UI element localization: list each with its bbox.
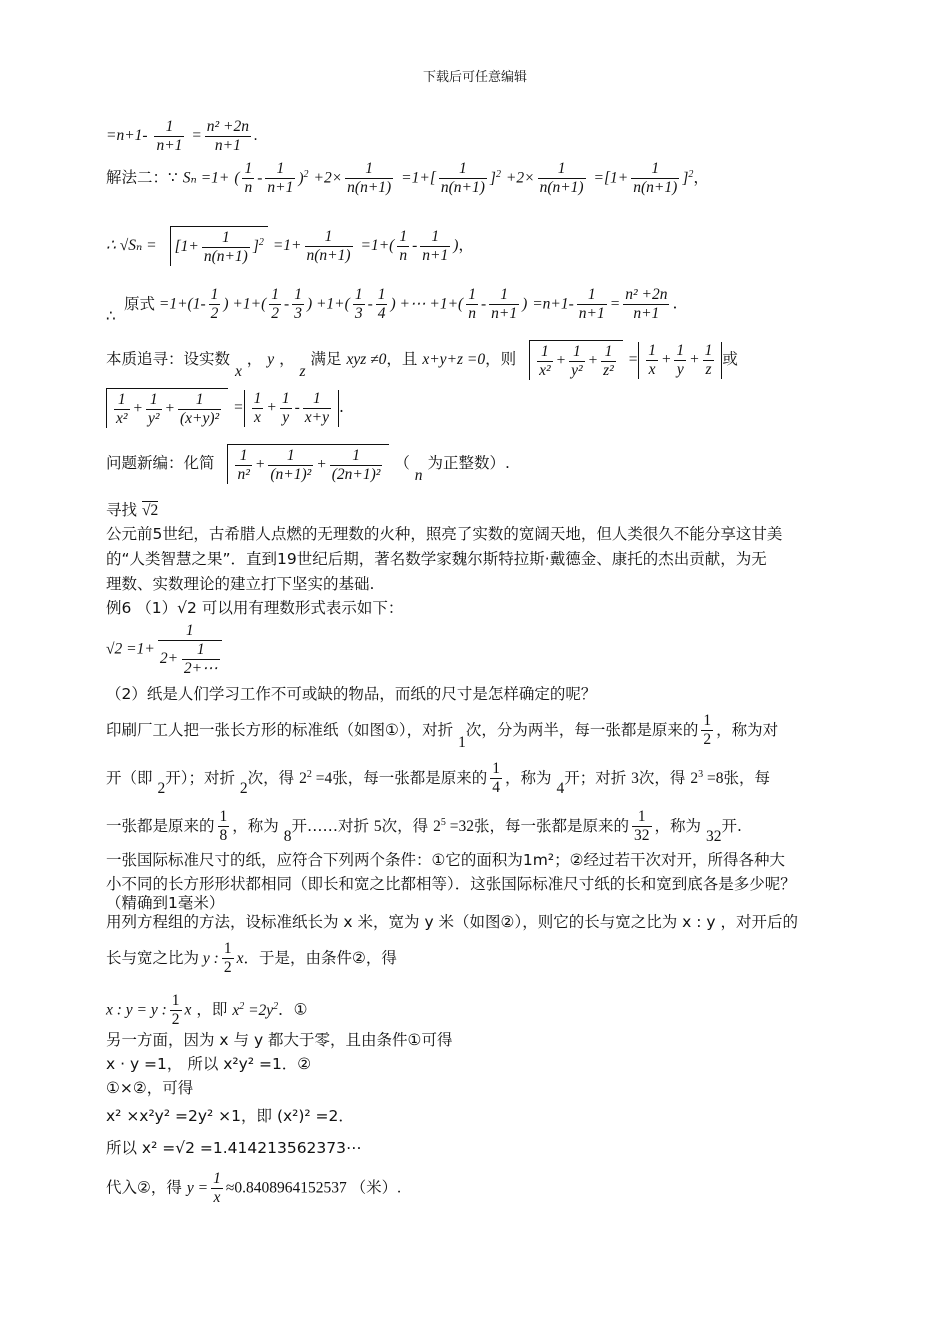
example-6-title: 例6 （1）√2 可以用有理数形式表示如下： bbox=[106, 599, 404, 617]
equation-1-line: x : y = y : $\frac{1}{2}$ x ，即 $x^2 =2y^2$．① bbox=[106, 992, 308, 1028]
y-value-line: 代入②，得 y = $\frac{1}{x}$ ≈0.8408964152537 （米）. bbox=[106, 1170, 401, 1206]
x-squared-line: 所以 x² =√2 =1.414213562373⋯ bbox=[106, 1139, 362, 1157]
equation-2-line: x · y =1， 所以 x²y² =1．② bbox=[106, 1055, 312, 1073]
history-paragraph-line-2: 的“人类智慧之果”．直到19世纪后期，著名数学家魏尔斯特拉斯·戴德金、康托的杰出贡献，为无 bbox=[106, 550, 767, 568]
solution-two-line: 解法二：∵ Sₙ =1+ ( $\frac{1}{n}$ - $\frac{1}{n+1}$ )$^2$ +2× $\frac{1}{n(n+1)}$ =1+[ $\frac{1}{n(n+1)}$ ]$^2$ +2× $\frac{1}{n(n+1)}$ =[1+ $\frac{1}{n(n+1)}$ ]$^2$， bbox=[106, 160, 709, 196]
paper-fold-line-1: 印刷厂工人把一张长方形的标准纸（如图①），对折 1次，分为两半，每一张都是原来的 $\frac{1}{2}$ ，称为对 bbox=[106, 712, 779, 751]
essence-line: 本质追寻：设实数 x ， y ， z 满足 xyz ≠0，且 x+y+z =0，则 $\frac{1}{\text{x²}}$ + $\frac{1}{\text{y²}}$ + $\frac{1}{\text{z²}}$ = $\frac{1}{x}$ + $\frac{1}{y}$ + $\frac{1}{z}$ 或 bbox=[106, 341, 738, 380]
essence-line-2: $\frac{1}{\text{x²}}$ + $\frac{1}{\text{y²}}$ + $\frac{1}{\text{(x+y)²}}$ = $\frac{1}{x}$ + $\frac{1}{y}$ - $\frac{1}{x+y}$ . bbox=[106, 388, 344, 428]
question-2: （2）纸是人们学习工作不可或缺的物品，而纸的尺寸是怎样确定的呢？ bbox=[106, 685, 597, 703]
new-problem-line: 问题新编：化简 $\frac{1}{\text{n²}}$ + $\frac{1}{\text{(n+1)²}}$ + $\frac{1}{\text{(2n+1)²}}$ （ n 为正整数）. bbox=[106, 444, 510, 484]
other-side-line: 另一方面，因为 x 与 y 都大于零，且由条件①可得 bbox=[106, 1031, 453, 1049]
ratio-line: 长与宽之比为 y : $\frac{1}{2}$ x．于是，由条件②，得 bbox=[106, 940, 397, 976]
original-expression-line: ∴ 原式 =1+(1- $\frac{1}{2}$ ) +1+( $\frac{1}{2}$ - $\frac{1}{3}$ ) +1+( $\frac{1}{3}$ - $\frac{1}{4}$ ) +⋯ +1+( $\frac{1}{n}$ - $\frac{1}{n+1}$ ) =n+1- $\frac{1}{n+1}$ = $\frac{\text{n² +2n}}{n+1}$ . bbox=[106, 286, 678, 325]
product-line: x² ×x²y² =2y² ×1，即 (x²)² =2． bbox=[106, 1107, 354, 1125]
standard-paper-line-3: （精确到1毫米） bbox=[106, 894, 225, 912]
history-paragraph-line-3: 理数、实数理论的建立打下坚实的基础. bbox=[106, 575, 375, 593]
formula-line-1: =n+1- $\frac{1}{n+1}$ = $\frac{\text{n² +2n}}{n+1}$ . bbox=[106, 118, 258, 154]
page-header: 下载后可任意编辑 bbox=[422, 70, 527, 85]
standard-paper-line-2: 小不同的长方形形状都相同（即长和宽之比都相等）．这张国际标准尺寸纸的长和宽到底各是多少呢？ bbox=[106, 875, 796, 893]
section-title: 寻找 √2 bbox=[106, 501, 159, 519]
equation-setup-line: 用列方程组的方法，设标准纸长为 x 米，宽为 y 米（如图②），则它的长与宽之比为 x : y ，对开后的 bbox=[106, 913, 798, 931]
continued-fraction: √2 =1+ 1 2+ $\frac{1}{2+\cdots}$ bbox=[106, 622, 225, 678]
paper-fold-line-3: 一张都是原来的 $\frac{1}{8}$ ，称为 8开……对折 5次，得 $2^5 =32$张，每一张都是原来的 $\frac{1}{32}$ ，称为 32开. bbox=[106, 808, 742, 845]
history-paragraph-line-1: 公元前5世纪，古希腊人点燃的无理数的火种，照亮了实数的宽阔天地，但人类很久不能分享这甘美 bbox=[106, 525, 783, 543]
therefore-sqrt-line: ∴ √Sₙ = [1+ $\frac{1}{n(n+1)}$ ]$^2$ =1+ $\frac{1}{n(n+1)}$ =1+( $\frac{1}{n}$ - $\frac{1}{n+1}$ )， bbox=[106, 227, 474, 265]
paper-fold-line-2: 开（即 2开）；对折 2次，得 $2^2 =4$张，每一张都是原来的 $\frac{1}{4}$ ，称为 4开；对折 3次，得 $2^3 =8$张，每 bbox=[106, 760, 770, 797]
standard-paper-line-1: 一张国际标准尺寸的纸，应符合下列两个条件：①它的面积为1m²；②经过若干次对开，所得各种大 bbox=[106, 851, 785, 869]
sqrt-expression: [1+ $\frac{1}{n(n+1)}$ ]$^2$ bbox=[170, 226, 268, 266]
multiply-line: ①×②，可得 bbox=[106, 1079, 194, 1097]
